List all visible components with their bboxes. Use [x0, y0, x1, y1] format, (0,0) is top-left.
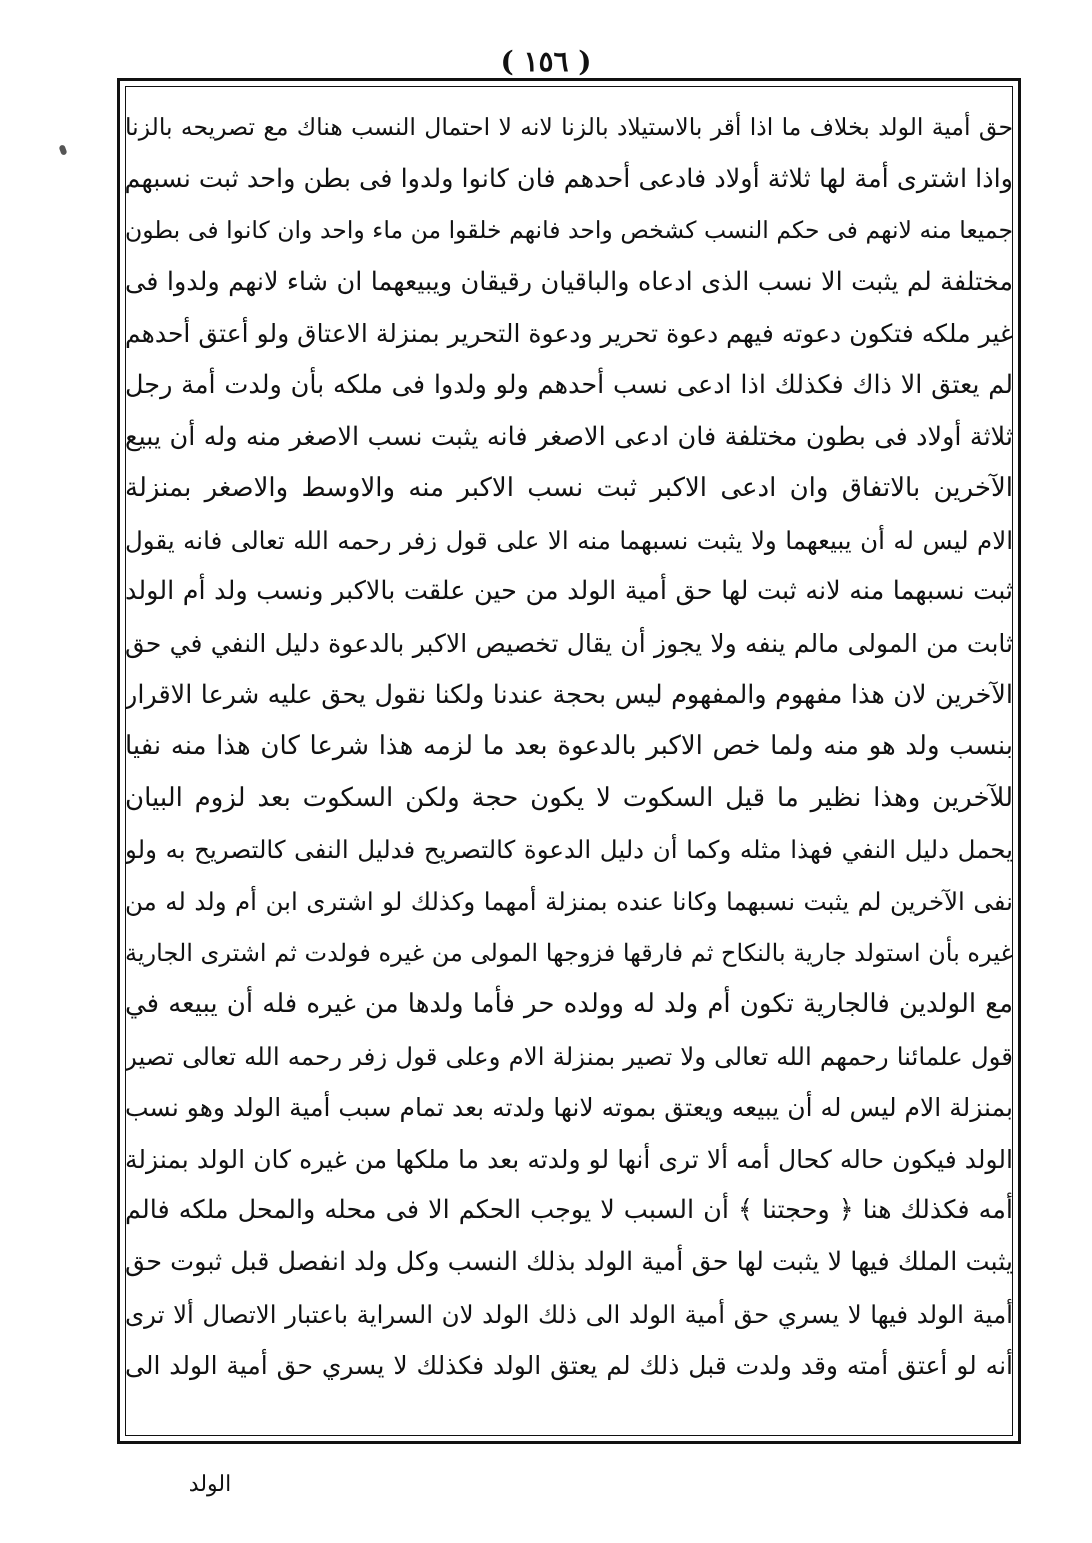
text-line: بمنزلة الام ليس له أن يبيعه ويعتق بموته لانها ولدته بعد تمام سبب أمية الولد وهو نسب: [125, 1093, 1013, 1123]
text-line: مع الولدين فالجارية تكون أم ولد له وولده حر فأما ولدها من غيره فله أن يبيعه في: [125, 989, 1013, 1020]
text-line: للآخرين وهذا نظير ما قيل السكوت لا يكون حجة ولكن السكوت بعد لزوم البيان: [125, 782, 1013, 813]
text-line: أمية الولد فيها لا يسري حق أمية الولد الى ذلك الولد لان السراية باعتبار الاتصال ألا ترى: [125, 1299, 1013, 1329]
page-number: ( ١٥٦ ): [500, 45, 592, 78]
text-line: أمه فكذلك هنا ﴿ وحجتنا ﴾ أن السبب لا يوجب الحكم الا فى محله والمحل ملكه فالم: [125, 1195, 1013, 1226]
text-line: لم يعتق الا ذاك فكذلك اذا ادعى نسب أحدهم ولو ولدوا فى ملكه بأن ولدت أمة رجل: [125, 369, 1013, 400]
text-line: بنسب ولد هو منه ولما خص الاكبر بالدعوة بعد ما لزمه هذا شرعا كان هذا منه نفيا: [125, 731, 1013, 762]
text-line: ثابت من المولى مالم ينفه ولا يجوز أن يقال تخصيص الاكبر بالدعوة دليل النفي في حق: [125, 628, 1013, 658]
text-line: قول علمائنا رحمهم الله تعالى ولا تصير بمنزلة الام وعلى قول زفر رحمه الله تعالى تصير: [125, 1041, 1013, 1071]
text-line: الآخرين لان هذا مفهوم والمفهوم ليس بحجة عندنا ولكنا نقول يحق عليه شرعا الاقرار: [125, 679, 1013, 710]
text-line: يحمل دليل النفي فهذا مثله وكما أن دليل الدعوة كالتصريح فدليل النفى كالتصريح به ولو: [125, 835, 1013, 865]
text-line: غيره بأن استولد جارية بالنكاح ثم فارقها فزوجها المولى من غيره فولدت ثم اشترى الجارية: [125, 938, 1013, 967]
text-line: واذا اشترى أمة لها ثلاثة أولاد فادعى أحدهم فان كانوا ولدوا فى بطن واحد ثبت نسبهم: [125, 163, 1013, 194]
body-text: [125, 102, 1013, 1392]
catchword: الولد: [188, 1472, 232, 1497]
text-line: الام ليس له أن يبيعهما ولا يثبت نسبهما منه الا على قول زفر رحمه الله تعالى فانه يقول: [125, 525, 1013, 555]
text-line: يثبت الملك فيها لا يثبت لها حق أمية الولد بذلك النسب وكل ولد انفصل قبل ثبوت حق: [125, 1247, 1013, 1278]
text-line: ثبت نسبهما منه لانه ثبت لها حق أمية الولد من حين علقت بالاكبر ونسب ولد أم الولد: [125, 576, 1013, 607]
text-line: حق أمية الولد بخلاف ما اذا أقر بالاستيلاد بالزنا لانه لا احتمال النسب هناك مع تصريحه بالزنا: [125, 113, 1013, 141]
text-line: ثلاثة أولاد فى بطون مختلفة فان ادعى الاصغر فانه يثبت نسب الاصغر منه وله أن يبيع: [125, 421, 1013, 452]
scan-speck: [58, 144, 67, 155]
text-line: نفى الآخرين لم يثبت نسبهما وكانا عنده بمنزلة أمهما وكذلك لو اشترى ابن أم ولد له من: [125, 886, 1013, 916]
text-line: مختلفة لم يثبت الا نسب الذى ادعاه والباقيان رقيقان ويبيعهما ان شاء لانهم ولدوا فى: [125, 266, 1013, 297]
text-line: جميعا منه لانهم فى حكم النسب كشخص واحد فانهم خلقوا من ماء واحد وان كانوا فى بطون: [125, 216, 1013, 245]
text-line: غير ملكه فتكون دعوته فيهم دعوة تحرير ودعوة التحرير بمنزلة الاعتاق ولو أعتق أحدهم: [125, 319, 1013, 349]
text-line: الولد فيكون حاله كحال أمه ألا ترى أنها لو ولدته بعد ما ملكها من غيره كان الولد بمنزلة: [125, 1144, 1013, 1174]
text-line: أنه لو أعتق أمته وقد ولدت قبل ذلك لم يعتق الولد فكذلك لا يسري حق أمية الولد الى: [125, 1351, 1013, 1381]
text-line: الآخرين بالاتفاق وان ادعى الاكبر ثبت نسب الاكبر منه والاوسط والاصغر بمنزلة: [125, 473, 1013, 504]
